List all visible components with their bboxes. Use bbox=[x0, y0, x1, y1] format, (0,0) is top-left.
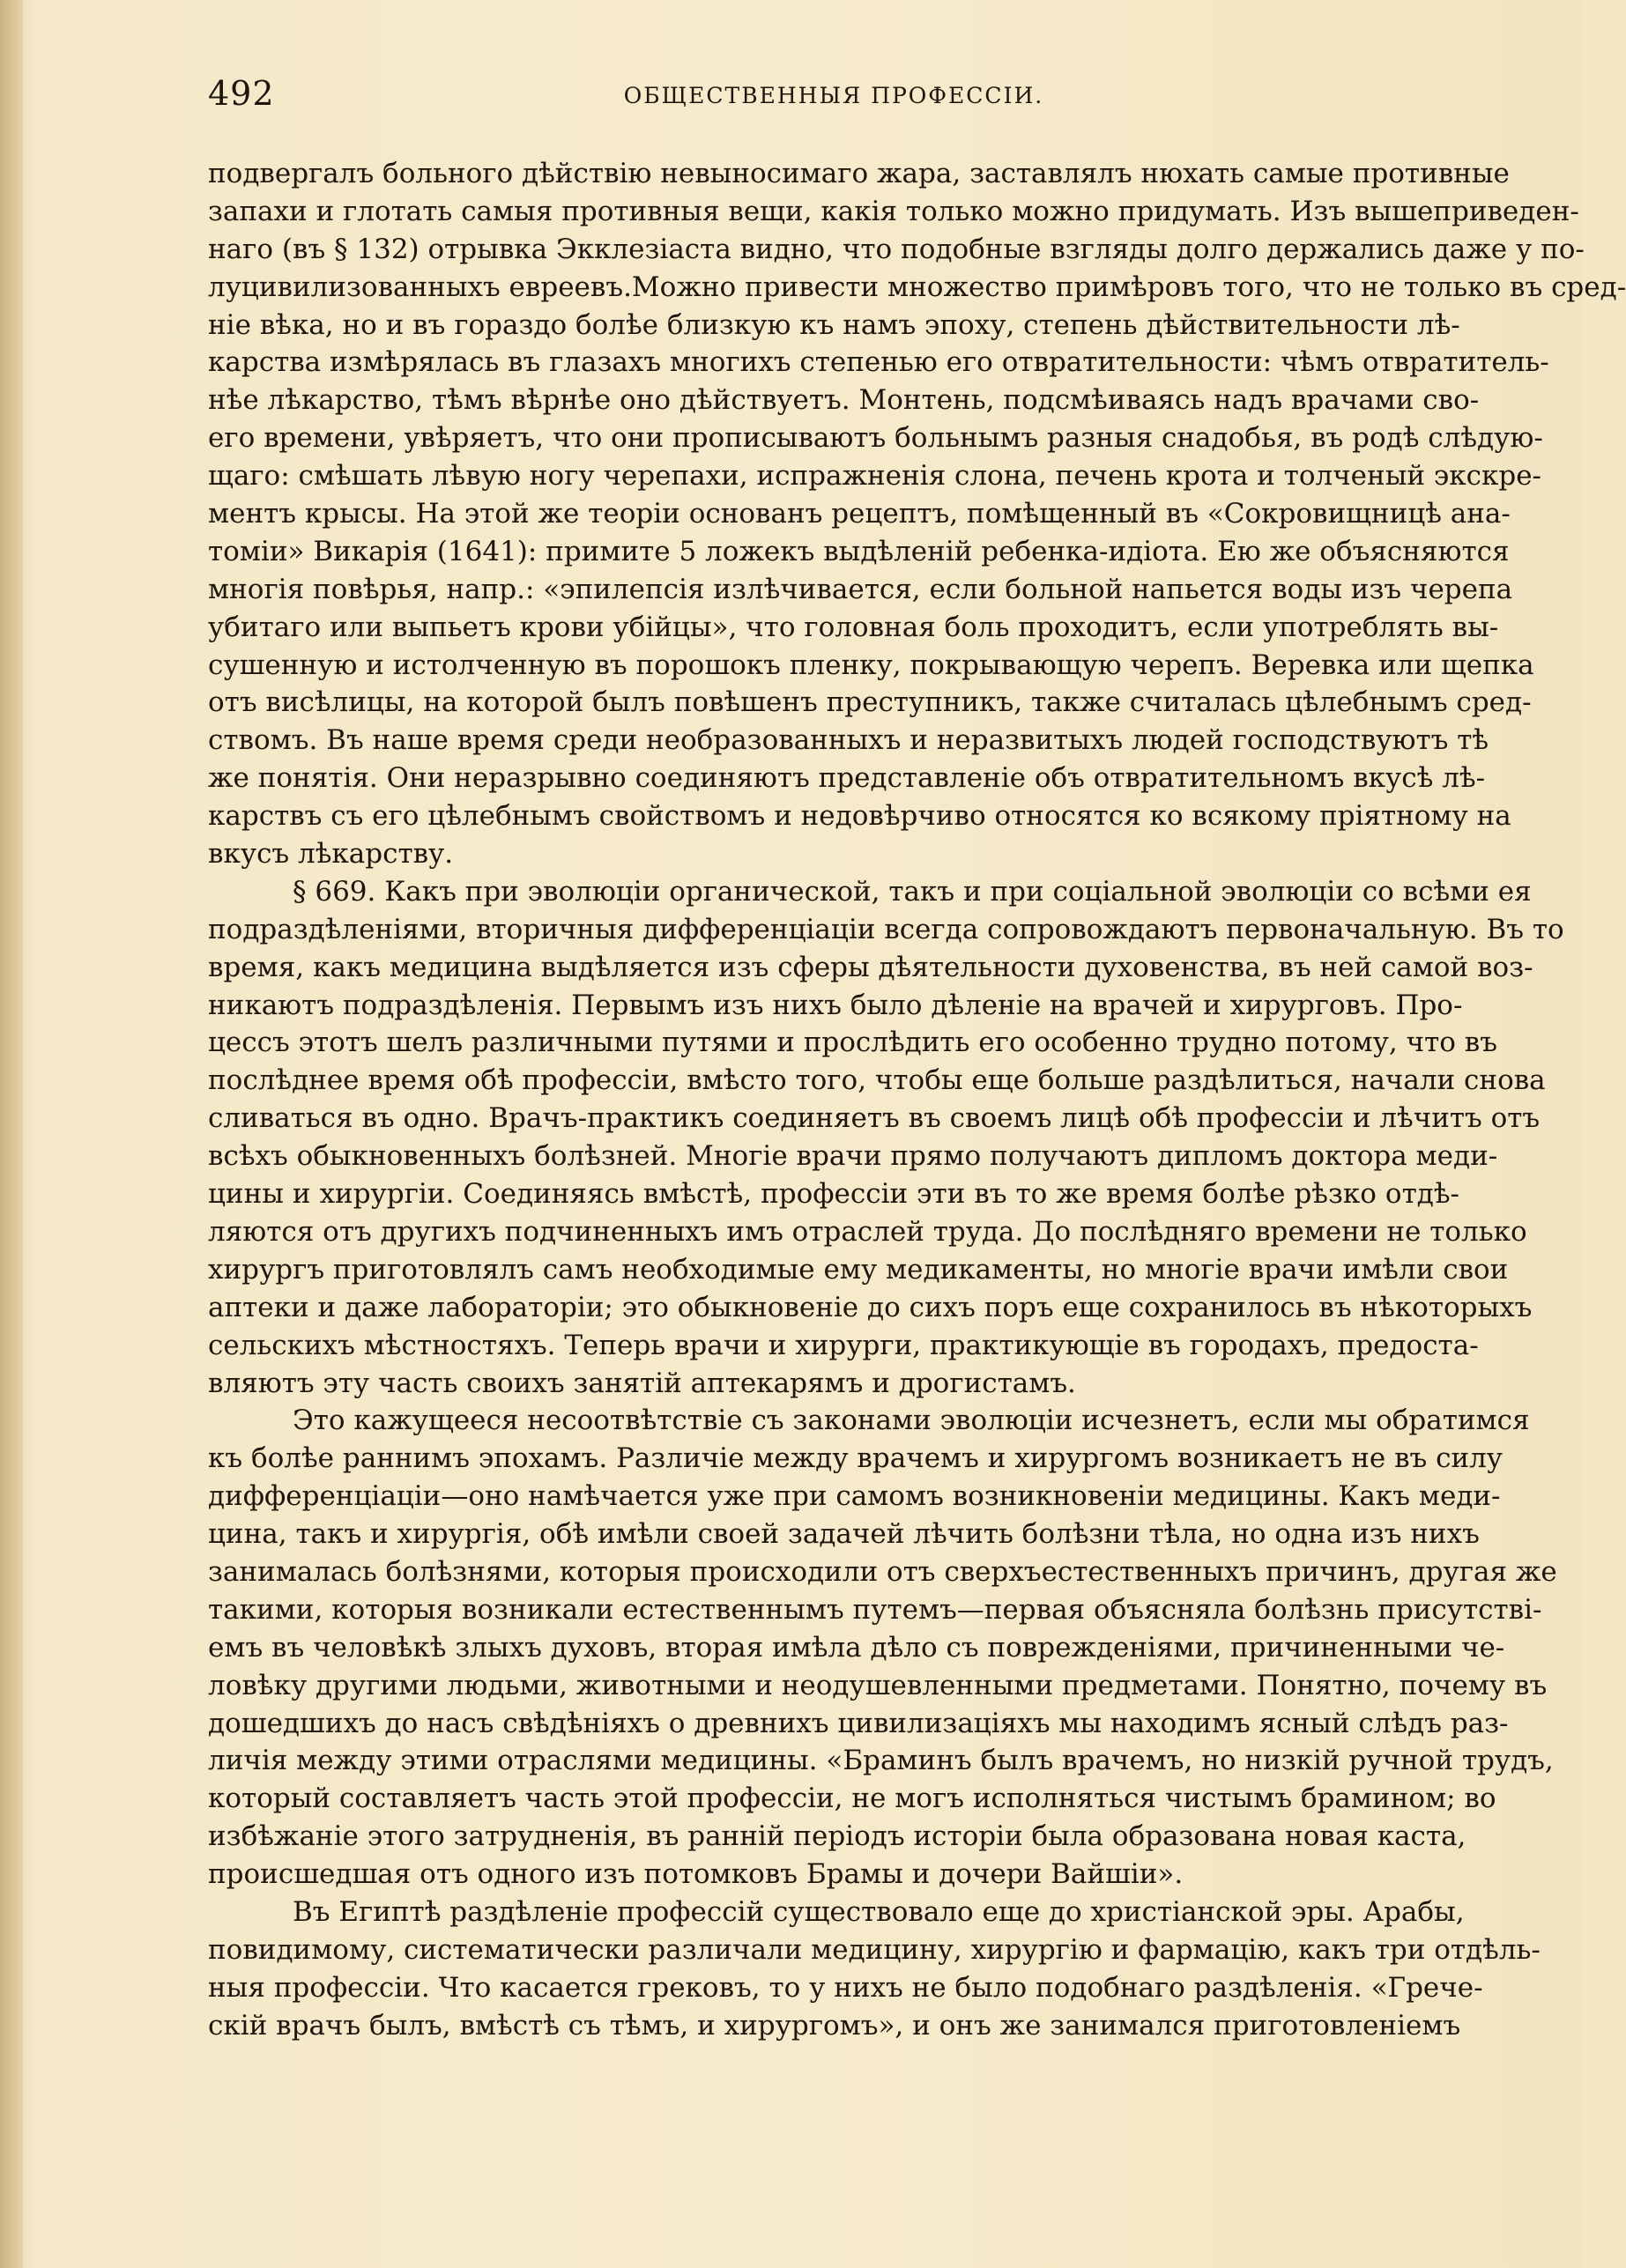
text-line: вляютъ эту часть своихъ занятій аптекарямъ и дрогистамъ. bbox=[208, 1367, 1076, 1399]
text-line: запахи и глотать самыя противныя вещи, какія только можно придумать. Изъ вышеприведен- bbox=[208, 195, 1579, 227]
text-line: вкусъ лѣкарству. bbox=[208, 838, 454, 871]
text-line: отъ висѣлицы, на которой былъ повѣшенъ преступникъ, также считалась цѣлебнымъ сред- bbox=[208, 686, 1532, 719]
text-line: время, какъ медицина выдѣляется изъ сферы дѣятельности духовенства, въ ней самой воз- bbox=[208, 951, 1533, 983]
text-line: емъ въ человѣкѣ злыхъ духовъ, вторая имѣла дѣло съ поврежденіями, причиненными че- bbox=[208, 1631, 1505, 1664]
text-line: подвергалъ больного дѣйствію невыносимаго жара, заставлялъ нюхать самые противные bbox=[208, 158, 1510, 189]
page-number: 492 bbox=[208, 74, 275, 113]
text-line: подраздѣленіями, вторичныя дифференціаціи всегда сопровождаютъ первоначальную. Въ то bbox=[208, 913, 1564, 945]
text-line: щаго: смѣшать лѣвую ногу черепахи, испражненія слона, печень крота и толченый экскре- bbox=[208, 460, 1542, 493]
text-line: дошедшихъ до насъ свѣдѣніяхъ о древнихъ цивилизаціяхъ мы находимъ ясный слѣдъ раз- bbox=[208, 1707, 1509, 1739]
page-binding-edge bbox=[0, 0, 23, 2268]
text-line: убитаго или выпьетъ крови убійцы», что головная боль проходитъ, если употреблять вы- bbox=[208, 611, 1499, 643]
text-line: повидимому, систематически различали медицину, хирургію и фармацію, какъ три отдѣль- bbox=[208, 1933, 1541, 1966]
text-line: къ болѣе раннимъ эпохамъ. Различіе между врачемъ и хирургомъ возникаетъ не въ силу bbox=[208, 1442, 1503, 1475]
text-line: всѣхъ обыкновенныхъ болѣзней. Многіе врачи прямо получаютъ дипломъ доктора меди- bbox=[208, 1140, 1498, 1173]
text-line: ловѣку другими людьми, животными и неодушевленными предметами. Понятно, почему въ bbox=[208, 1669, 1548, 1701]
text-line: наго (въ § 132) отрывка Экклезіаста видно, что подобные взгляды долго держались даже у по- bbox=[208, 233, 1585, 265]
text-line: ніе вѣка, но и въ гораздо болѣе близкую къ намъ эпоху, степень дѣйствительности лѣ- bbox=[208, 308, 1460, 341]
text-line: избѣжаніе этого затрудненія, въ ранній періодъ исторіи была образована новая каста, bbox=[208, 1820, 1466, 1853]
text-line: ныя профессіи. Что касается грековъ, то у нихъ не было подобнаго раздѣленія. «Грече- bbox=[208, 1971, 1483, 2004]
text-line: цессъ этотъ шелъ различными путями и прослѣдить его особенно трудно потому, что въ bbox=[208, 1027, 1497, 1059]
text-line: хирургъ приготовлялъ самъ необходимые ему медикаменты, но многіе врачи имѣли свои bbox=[208, 1253, 1509, 1286]
running-head: ОБЩЕСТВЕННЫЯ ПРОФЕССІИ. bbox=[623, 83, 1044, 108]
text-line: дифференціаціи—оно намѣчается уже при самомъ возникновеніи медицины. Какъ меди- bbox=[208, 1480, 1501, 1513]
page-header bbox=[208, 74, 1459, 127]
text-line: происшедшая отъ одного изъ потомковъ Брамы и дочери Вайшіи». bbox=[208, 1858, 1184, 1891]
body-text bbox=[208, 155, 1626, 2045]
text-line: послѣднее время обѣ профессіи, вмѣсто того, чтобы еще больше раздѣлиться, начали снова bbox=[208, 1064, 1546, 1097]
text-line: цина, такъ и хирургія, обѣ имѣли своей задачей лѣчить болѣзни тѣла, но одна изъ нихъ bbox=[208, 1518, 1480, 1551]
text-line: такими, которыя возникали естественнымъ путемъ—первая объясняла болѣзнь присутстві- bbox=[208, 1593, 1542, 1626]
text-line: аптеки и даже лабораторіи; это обыкновеніе до сихъ поръ еще сохранилось въ нѣкоторыхъ bbox=[208, 1291, 1533, 1323]
text-line: луцивилизованныхъ евреевъ.Можно привести множество примѣровъ того, что не только въ сред- bbox=[208, 271, 1626, 303]
text-line: скій врачъ былъ, вмѣстѣ съ тѣмъ, и хирургомъ», и онъ же занимался приготовленіемъ bbox=[208, 2009, 1461, 2042]
text-line: занималась болѣзнями, которыя происходили отъ сверхъестественныхъ причинъ, другая же bbox=[208, 1555, 1557, 1588]
text-line: карства измѣрялась въ глазахъ многихъ степенью его отвратительности: чѣмъ отвратитель- bbox=[208, 346, 1549, 379]
text-line: его времени, увѣряетъ, что они прописываютъ больнымъ разныя снадобья, въ родѣ слѣдую- bbox=[208, 422, 1543, 455]
text-line: личія между этими отраслями медицины. «Браминъ былъ врачемъ, но низкій ручной трудъ, bbox=[208, 1745, 1554, 1777]
text-line: сливаться въ одно. Врачъ-практикъ соединяетъ въ своемъ лицѣ обѣ профессіи и лѣчитъ отъ bbox=[208, 1102, 1541, 1135]
text-line: томіи» Викарія (1641): примите 5 ложекъ выдѣленій ребенка-идіота. Ею же объясняются bbox=[208, 535, 1510, 567]
paragraph-start-line: Это кажущееся несоотвѣтствіе съ законами эволюціи исчезнетъ, если мы обратимся bbox=[293, 1405, 1530, 1437]
text-line: который составляетъ часть этой профессіи, не могъ исполняться чистымъ брамином; во bbox=[208, 1783, 1496, 1815]
paragraph-start-line: § 669. Какъ при эволюціи органической, такъ и при соціальной эволюціи со всѣми ея bbox=[293, 875, 1532, 908]
text-line: никаютъ подраздѣленія. Первымъ изъ нихъ было дѣленіе на врачей и хирурговъ. Про- bbox=[208, 989, 1463, 1021]
text-line: ментъ крысы. На этой же теоріи основанъ рецептъ, помѣщенный въ «Сокровищницѣ ана- bbox=[208, 498, 1511, 530]
text-line: нѣе лѣкарство, тѣмъ вѣрнѣе оно дѣйствуетъ. Монтень, подсмѣиваясь надъ врачами сво- bbox=[208, 384, 1480, 417]
text-line: ляются отъ другихъ подчиненныхъ имъ отраслей труда. До послѣдняго времени не только bbox=[208, 1215, 1527, 1248]
text-line: многія повѣрья, напр.: «эпилепсія излѣчивается, если больной напьется воды изъ черепа bbox=[208, 573, 1513, 605]
text-line: сушенную и истолченную въ порошокъ пленку, покрывающую черепъ. Веревка или щепка bbox=[208, 649, 1534, 681]
text-line: цины и хирургіи. Соединяясь вмѣстѣ, профессіи эти въ то же время болѣе рѣзко отдѣ- bbox=[208, 1178, 1459, 1211]
text-line: же понятія. Они неразрывно соединяютъ представленіе объ отвратительномъ вкусѣ лѣ- bbox=[208, 762, 1486, 795]
text-line: ствомъ. Въ наше время среди необразованныхъ и неразвитыхъ людей господствуютъ тѣ bbox=[208, 724, 1489, 757]
text-line: карствъ съ его цѣлебнымъ свойствомъ и недовѣрчиво относятся ко всякому пріятному на bbox=[208, 800, 1511, 833]
text-line: сельскихъ мѣстностяхъ. Теперь врачи и хирурги, практикующіе въ городахъ, предоста- bbox=[208, 1329, 1479, 1361]
paragraph-start-line: Въ Египтѣ раздѣленіе профессій существовало еще до христіанской эры. Арабы, bbox=[293, 1895, 1465, 1928]
